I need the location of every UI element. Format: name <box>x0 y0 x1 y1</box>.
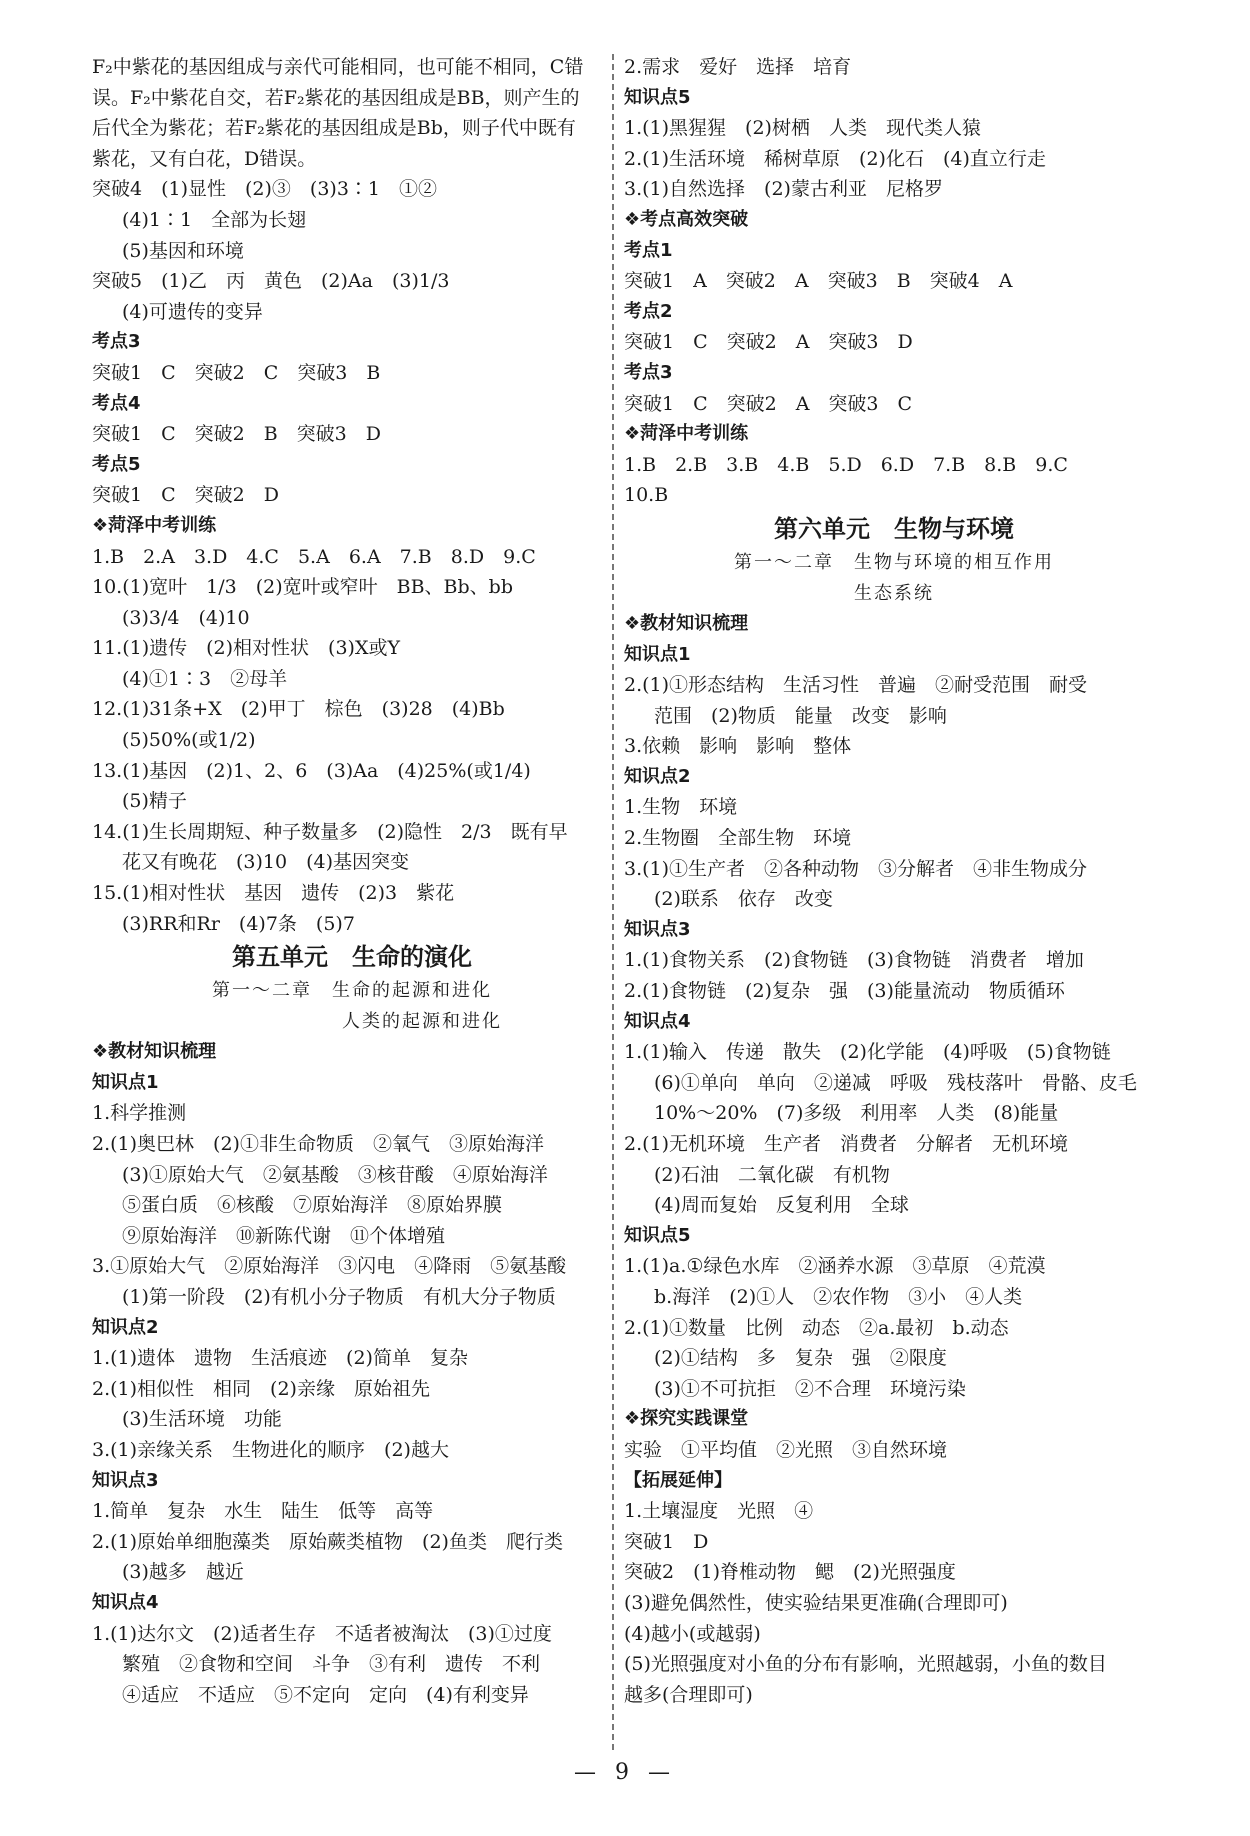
text-line: 10.B <box>624 484 669 507</box>
text-line: b.海洋 (2)①人 ②农作物 ③小 ④人类 <box>654 1285 1023 1308</box>
page-number: — 9 — <box>574 1760 676 1785</box>
text-line: ⑤蛋白质 ⑥核酸 ⑦原始海洋 ⑧原始界膜 <box>122 1194 503 1217</box>
text-line: (5)基因和环境 <box>122 239 244 262</box>
text-line: 10%～20% (7)多级 利用率 人类 (8)能量 <box>654 1102 1059 1125</box>
text-line: (2)联系 依存 改变 <box>654 888 833 911</box>
text-line: (3)3/4 (4)10 <box>122 606 250 629</box>
text-line: 1.(1)黑猩猩 (2)树栖 人类 现代类人猿 <box>624 117 981 140</box>
text-line: 2.(1)原始单细胞藻类 原始蕨类植物 (2)鱼类 爬行类 <box>92 1530 563 1553</box>
text-line: (2)①结构 多 复杂 强 ②限度 <box>654 1347 947 1370</box>
text-line: 误。F₂中紫花自交，若F₂紫花的基因组成是BB，则产生的 <box>92 86 580 109</box>
text-line: 15.(1)相对性状 基因 遗传 (2)3 紫花 <box>92 882 455 905</box>
text-line: 1.B 2.A 3.D 4.C 5.A 6.A 7.B 8.D 9.C <box>92 545 536 568</box>
text-line: (5)精子 <box>122 790 187 813</box>
text-line: (3)避免偶然性，使实验结果更准确(合理即可) <box>624 1591 1008 1614</box>
column-divider <box>612 54 614 1750</box>
text-line: (4)周而复始 反复利用 全球 <box>654 1194 909 1217</box>
text-line: 1.(1)a.①绿色水库 ②涵养水源 ③草原 ④荒漠 <box>624 1255 1046 1278</box>
text-line: F₂中紫花的基因组成与亲代可能相同，也可能不相同，C错 <box>92 56 584 78</box>
text-line: 14.(1)生长周期短、种子数量多 (2)隐性 2/3 既有早 <box>92 820 568 843</box>
text-line: (5)光照强度对小鱼的分布有影响，光照越弱，小鱼的数目 <box>624 1653 1107 1676</box>
section-heading: 考点2 <box>624 300 673 322</box>
text-line: 1.B 2.B 3.B 4.B 5.D 6.D 7.B 8.B 9.C <box>624 453 1068 476</box>
section-heading: ❖菏泽中考训练 <box>624 423 749 445</box>
text-line: (3)①原始大气 ②氨基酸 ③核苷酸 ④原始海洋 <box>122 1163 548 1186</box>
text-line: (6)①单向 单向 ②递减 呼吸 残枝落叶 骨骼、皮毛 <box>654 1071 1137 1094</box>
text-line: 11.(1)遗传 (2)相对性状 (3)X或Y <box>92 637 401 660</box>
section-heading: 知识点4 <box>624 1010 691 1032</box>
section-heading: 【拓展延伸】 <box>624 1469 732 1491</box>
text-line: 1.(1)达尔文 (2)适者生存 不适者被淘汰 (3)①过度 <box>92 1622 552 1645</box>
text-line: 2.(1)食物链 (2)复杂 强 (3)能量流动 物质循环 <box>624 980 1065 1003</box>
text-line: (4)可遗传的变异 <box>122 300 263 323</box>
text-line: 2.(1)①数量 比例 动态 ②a.最初 b.动态 <box>624 1316 1009 1339</box>
section-heading: 知识点3 <box>624 918 691 940</box>
text-line: (4)1∶1 全部为长翅 <box>122 208 307 231</box>
text-line: 1.科学推测 <box>92 1102 187 1125</box>
text-line: 2.(1)相似性 相同 (2)亲缘 原始祖先 <box>92 1377 430 1400</box>
text-line: 3.(1)亲缘关系 生物进化的顺序 (2)越大 <box>92 1438 449 1461</box>
chapter-title: 第一～二章 生命的起源和进化 <box>212 980 492 1002</box>
unit-title: 第六单元 生物与环境 <box>774 514 1014 543</box>
section-heading: ❖菏泽中考训练 <box>92 514 217 536</box>
text-line: 突破1 C 突破2 C 突破3 B <box>92 361 381 384</box>
text-line: 10.(1)宽叶 1/3 (2)宽叶或窄叶 BB、Bb、bb <box>92 576 513 599</box>
section-heading: 考点4 <box>92 392 141 414</box>
text-line: 2.(1)①形态结构 生活习性 普遍 ②耐受范围 耐受 <box>624 674 1088 697</box>
text-line: 2.(1)生活环境 稀树草原 (2)化石 (4)直立行走 <box>624 147 1046 170</box>
section-heading: 知识点4 <box>92 1591 159 1613</box>
text-line: 紫花，又有白花，D错误。 <box>92 147 317 170</box>
text-line: 1.土壤湿度 光照 ④ <box>624 1500 814 1523</box>
text-line: (1)第一阶段 (2)有机小分子物质 有机大分子物质 <box>122 1285 556 1308</box>
unit-title: 第五单元 生命的演化 <box>232 943 472 972</box>
text-line: 1.(1)食物关系 (2)食物链 (3)食物链 消费者 增加 <box>624 949 1084 972</box>
text-line: (4)①1∶3 ②母羊 <box>122 667 288 690</box>
text-line: 12.(1)31条+X (2)甲丁 棕色 (3)28 (4)Bb <box>92 698 505 721</box>
text-line: 突破1 C 突破2 A 突破3 C <box>624 392 913 415</box>
text-line: 突破5 (1)乙 丙 黄色 (2)Aa (3)1/3 <box>92 270 450 293</box>
section-heading: 知识点1 <box>624 643 691 665</box>
chapter-title: 第一～二章 生物与环境的相互作用 <box>734 551 1054 573</box>
text-line: 后代全为紫花；若F₂紫花的基因组成是Bb，则子代中既有 <box>92 117 576 140</box>
section-heading: 考点3 <box>92 331 141 353</box>
section-heading: ❖教材知识梳理 <box>624 612 749 634</box>
text-line: 花又有晚花 (3)10 (4)基因突变 <box>122 851 410 874</box>
section-heading: 知识点5 <box>624 86 691 108</box>
text-line: 3.①原始大气 ②原始海洋 ③闪电 ④降雨 ⑤氨基酸 <box>92 1255 567 1278</box>
text-line: (5)50%(或1/2) <box>122 729 256 752</box>
section-heading: 考点3 <box>624 361 673 383</box>
text-line: ④适应 不适应 ⑤不定向 定向 (4)有利变异 <box>122 1683 529 1706</box>
section-heading: 知识点2 <box>92 1316 159 1338</box>
text-line: ⑨原始海洋 ⑩新陈代谢 ⑪个体增殖 <box>122 1224 446 1247</box>
section-heading: 知识点3 <box>92 1469 159 1491</box>
text-line: (3)越多 越近 <box>122 1561 244 1584</box>
section-heading: ❖考点高效突破 <box>624 208 749 230</box>
section-heading: ❖教材知识梳理 <box>92 1041 217 1063</box>
section-heading: 考点5 <box>92 453 141 475</box>
text-line: 繁殖 ②食物和空间 斗争 ③有利 遗传 不利 <box>122 1653 541 1676</box>
text-line: 2.(1)奥巴林 (2)①非生命物质 ②氧气 ③原始海洋 <box>92 1133 544 1155</box>
section-heading: 知识点1 <box>92 1071 159 1093</box>
text-line: 突破1 C 突破2 A 突破3 D <box>624 331 913 354</box>
text-line: (4)越小(或越弱) <box>624 1622 761 1645</box>
text-line: 越多(合理即可) <box>624 1683 753 1706</box>
left-column <box>92 52 612 1710</box>
text-line: (2)石油 二氧化碳 有机物 <box>654 1163 890 1186</box>
text-line: 1.简单 复杂 水生 陆生 低等 高等 <box>92 1500 434 1523</box>
text-line: 突破2 (1)脊椎动物 鳃 (2)光照强度 <box>624 1561 956 1584</box>
text-line: 实验 ①平均值 ②光照 ③自然环境 <box>624 1438 948 1461</box>
chapter-title: 人类的起源和进化 <box>342 1011 502 1033</box>
chapter-title: 生态系统 <box>854 582 934 604</box>
text-line: 13.(1)基因 (2)1、2、6 (3)Aa (4)25%(或1/4) <box>92 759 531 782</box>
text-line: 3.(1)①生产者 ②各种动物 ③分解者 ④非生物成分 <box>624 857 1088 880</box>
section-heading: ❖探究实践课堂 <box>624 1408 749 1430</box>
text-line: 2.生物圈 全部生物 环境 <box>624 827 852 850</box>
section-heading: 知识点2 <box>624 765 691 787</box>
text-line: 突破1 C 突破2 B 突破3 D <box>92 423 381 446</box>
text-line: (3)生活环境 功能 <box>122 1408 282 1431</box>
section-heading: 知识点5 <box>624 1224 691 1246</box>
text-line: 2.(1)无机环境 生产者 消费者 分解者 无机环境 <box>624 1133 1069 1155</box>
text-line: 1.生物 环境 <box>624 796 738 819</box>
text-line: 3.依赖 影响 影响 整体 <box>624 735 852 758</box>
right-column <box>624 52 1164 1710</box>
text-line: 突破1 C 突破2 D <box>92 484 279 507</box>
text-line: 1.(1)输入 传递 散失 (2)化学能 (4)呼吸 (5)食物链 <box>624 1041 1111 1064</box>
text-line: 突破1 A 突破2 A 突破3 B 突破4 A <box>624 270 1013 293</box>
text-line: 3.(1)自然选择 (2)蒙古利亚 尼格罗 <box>624 178 943 201</box>
text-line: (3)RR和Rr (4)7条 (5)7 <box>122 912 355 935</box>
text-line: 突破1 D <box>624 1530 709 1553</box>
text-line: (3)①不可抗拒 ②不合理 环境污染 <box>654 1377 966 1400</box>
text-line: 范围 (2)物质 能量 改变 影响 <box>654 704 947 727</box>
text-line: 突破4 (1)显性 (2)③ (3)3∶1 ①② <box>92 178 438 201</box>
text-line: 1.(1)遗体 遗物 生活痕迹 (2)简单 复杂 <box>92 1347 468 1370</box>
text-line: 2.需求 爱好 选择 培育 <box>624 56 852 78</box>
section-heading: 考点1 <box>624 239 673 261</box>
